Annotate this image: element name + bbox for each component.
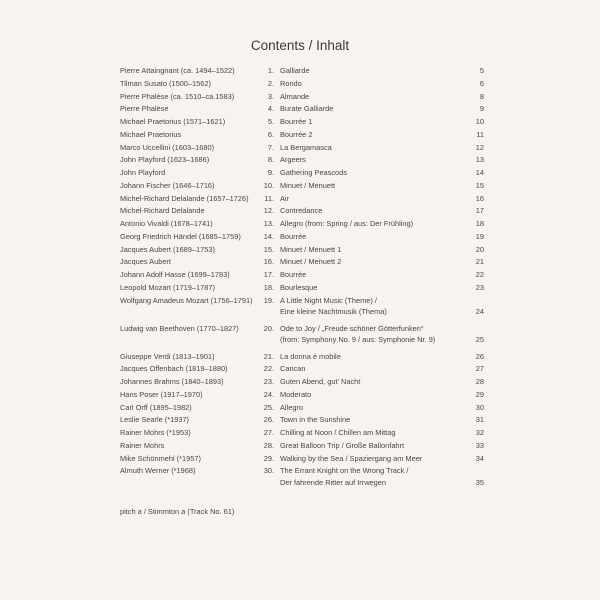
entry-number: 10. [263, 180, 274, 190]
page-number: 27 [475, 364, 484, 374]
composer-name: Mike Schönmehl (*1957) [120, 453, 201, 463]
piece-title: Minuet / Menuett [280, 180, 336, 190]
piece-title: Bourrée [280, 270, 307, 279]
composer-name: Leslie Searle (*1937) [120, 415, 190, 425]
entry-number: 6. [267, 129, 274, 139]
piece-title: Argeers [280, 155, 306, 165]
piece-title: Allegro [280, 402, 304, 412]
entry-number: 21. [263, 351, 274, 361]
piece-title: Allegro (from: Spring / aus: Der Frühling) [280, 219, 414, 228]
piece-title: Chilling at Noon / Chillen am Mittag [280, 428, 396, 438]
piece-title: Der fahrende Ritter auf Irrwegen [280, 477, 386, 487]
page-number: 5 [479, 66, 484, 75]
composer-name: Pierre Phalèse [120, 104, 169, 114]
piece-title: Minuet / Menuett 1 [280, 244, 342, 254]
entry-number: 25. [263, 402, 274, 412]
page-number: 32 [475, 428, 484, 438]
composer-name: Wolfgang Amadeus Mozart (1756–1791) [120, 295, 253, 305]
entry-number: 7. [267, 142, 274, 152]
piece-title: Guten Abend, gut' Nacht [280, 377, 361, 387]
entry-number: 26. [263, 415, 274, 425]
page-number: 16 [475, 193, 484, 203]
piece-title: Contredance [280, 206, 323, 216]
composer-name: Almuth Werner (*1968) [120, 466, 196, 476]
piece-title: Bourrée 2 [280, 129, 313, 139]
piece-title: Rondo [280, 78, 302, 88]
entry-number: 23. [263, 377, 274, 387]
piece-title: Burate Galliarde [280, 104, 334, 114]
composer-name: Pierre Phalèse (ca. 1510–ca.1583) [120, 91, 235, 101]
composer-name: Jacques Aubert (1689–1753) [120, 244, 215, 254]
page-number: 30 [475, 402, 484, 412]
composer-name: Michel-Richard Delalande [120, 206, 205, 216]
composer-name: Antonio Vivaldi (1678–1741) [120, 219, 213, 228]
composer-name: Georg Friedrich Händel (1685–1759) [120, 231, 241, 241]
entry-number: 3. [267, 91, 274, 101]
page-number: 6 [479, 78, 484, 88]
page-number: 11 [476, 129, 484, 139]
piece-title: A Little Night Music (Theme) / [280, 295, 377, 305]
piece-title: Air [280, 193, 290, 203]
composer-name: Carl Orff (1895–1982) [120, 402, 192, 412]
entry-number: 24. [263, 389, 274, 399]
page-number: 29 [475, 389, 484, 399]
page-number: 13 [475, 155, 484, 165]
composer-name: Pierre Attaingnant (ca. 1494–1522) [120, 66, 235, 75]
page-number: 10 [475, 117, 484, 126]
entry-number: 1. [267, 66, 274, 75]
page-number: 21 [475, 257, 484, 267]
composer-name: Leopold Mozart (1719–1787) [120, 282, 215, 292]
piece-title: Bourrée 1 [280, 117, 313, 126]
page-number: 8 [479, 91, 484, 101]
page-number: 17 [475, 206, 484, 216]
entry-number: 4. [267, 104, 274, 114]
entry-number: 29. [263, 453, 274, 463]
piece-title: Minuet / Menuett 2 [280, 257, 342, 267]
page-number: 34 [475, 453, 484, 463]
entry-number: 13. [263, 219, 274, 228]
entry-number: 30. [263, 466, 274, 476]
piece-title: Almande [280, 91, 310, 101]
page-number: 12 [475, 142, 484, 152]
composer-name: Ludwig van Beethoven (1770–1827) [120, 323, 239, 333]
page-number: 33 [475, 440, 484, 450]
page-number: 24 [475, 306, 484, 316]
page-number: 19 [475, 231, 484, 241]
piece-title: La Bergamasca [280, 142, 332, 152]
entry-number: 28. [263, 440, 274, 450]
entry-number: 27. [263, 428, 274, 438]
composer-name: Hans Poser (1917–1970) [120, 389, 203, 399]
page-number: 23 [475, 282, 484, 292]
composer-name: Johann Fischer (1646–1716) [120, 180, 215, 190]
entry-number: 16. [263, 257, 274, 267]
composer-name: Giuseppe Verdi (1813–1901) [120, 351, 215, 361]
composer-name: Rainer Mohrs (*1953) [120, 428, 191, 438]
entry-number: 19. [263, 295, 274, 305]
piece-title: Eine kleine Nachtmusik (Thema) [280, 306, 387, 316]
piece-title: Galliarde [280, 66, 310, 75]
page-number: 9 [479, 104, 484, 114]
entry-number: 8. [267, 155, 274, 165]
page-number: 22 [475, 270, 484, 279]
piece-title: Town in the Sunshine [280, 415, 351, 425]
page-number: 28 [475, 377, 484, 387]
piece-title: Ode to Joy / „Freude schöner Götterfunken“ [280, 323, 424, 333]
piece-title: Gathering Peascods [280, 168, 347, 177]
page-number: 31 [475, 415, 484, 425]
composer-name: Rainer Mohrs [120, 440, 165, 450]
page-number: 15 [475, 180, 484, 190]
page-number: 18 [475, 219, 484, 228]
entry-number: 17. [263, 270, 274, 279]
composer-name: Jacques Offenbach (1819–1880) [120, 364, 228, 374]
composer-name: John Playford [120, 168, 166, 177]
page-number: 25 [475, 334, 484, 344]
composer-name: Tilman Susato (1500–1562) [120, 78, 211, 88]
composer-name: Jacques Aubert [120, 257, 171, 267]
composer-name: Michel-Richard Delalande (1657–1726) [120, 193, 249, 203]
composer-name: Johannes Brahms (1840–1893) [120, 377, 224, 387]
entry-number: 14. [263, 231, 274, 241]
piece-title: Bourrée [280, 231, 307, 241]
page-number: 20 [475, 244, 484, 254]
composer-name: Johann Adolf Hasse (1699–1783) [120, 270, 230, 279]
piece-title: Walking by the Sea / Spaziergang am Meer [280, 453, 423, 463]
entry-number: 2. [267, 78, 274, 88]
composer-name: John Playford (1623–1686) [120, 155, 210, 165]
piece-title: (from: Symphony No. 9 / aus: Symphonie Nr. 9) [280, 334, 436, 344]
entry-number: 22. [263, 364, 274, 374]
page-title: Contents / Inhalt [250, 38, 350, 53]
entry-number: 20. [263, 323, 274, 333]
piece-title: La donna è mobile [280, 351, 341, 361]
entry-number: 11. [264, 193, 274, 203]
page-number: 35 [475, 477, 484, 487]
entry-number: 5. [267, 117, 274, 126]
pitch-note: pitch a / Stimmton a (Track No. 61) [120, 507, 235, 516]
composer-name: Marco Uccellini (1603–1680) [120, 142, 215, 152]
piece-title: The Errant Knight on the Wrong Track / [280, 466, 409, 476]
entry-number: 15. [263, 244, 274, 254]
piece-title: Great Balloon Trip / Große Ballonfahrt [280, 440, 405, 450]
piece-title: Cancan [280, 364, 306, 374]
entry-number: 9. [267, 168, 274, 177]
page-number: 26 [475, 351, 484, 361]
composer-name: Michael Praetorius [120, 129, 182, 139]
page-number: 14 [475, 168, 484, 177]
entry-number: 12. [263, 206, 274, 216]
piece-title: Moderato [280, 389, 312, 399]
entry-number: 18. [263, 282, 274, 292]
piece-title: Bourlesque [280, 282, 318, 292]
composer-name: Michael Praetorius (1571–1621) [120, 117, 226, 126]
